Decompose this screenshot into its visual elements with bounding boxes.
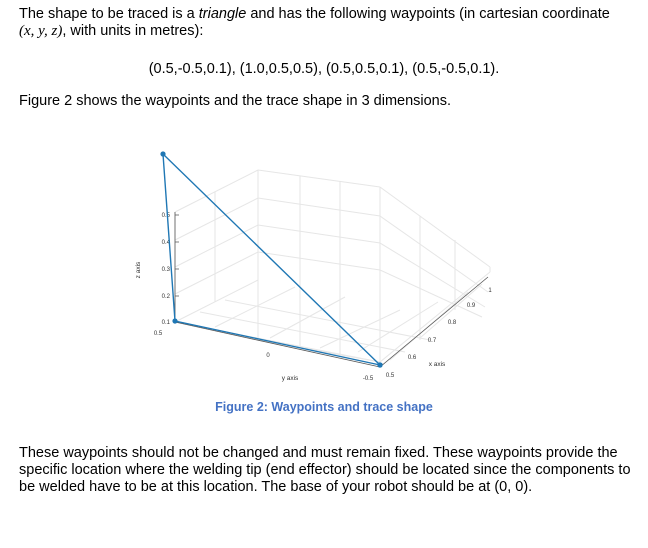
z-axis-label: z axis <box>135 261 142 279</box>
z-tick-label: 0.2 <box>161 294 170 300</box>
closing-paragraph: These waypoints should not be changed and must remain fixed. These waypoints provide the specific location where the welding tip (end effector) should be located since the components to be welded have to be at this location. The base of your robot should be at (0, 0). <box>19 445 631 495</box>
x-tick-label: 0.6 <box>407 355 417 361</box>
intro-text-before: The shape to be traced is a <box>19 6 199 22</box>
x-axis-label: x axis <box>428 361 446 368</box>
figure-caption: Figure 2: Waypoints and trace shape <box>215 400 433 414</box>
z-tick-label: 0.3 <box>161 267 170 273</box>
x-tick-label: 0.8 <box>447 320 457 326</box>
z-axis-ticks <box>175 215 179 322</box>
intro-text-after: and has the following waypoints (in cartesian coordinate <box>246 6 610 22</box>
trace-line <box>163 154 380 365</box>
z-tick-label: 0.1 <box>161 320 170 326</box>
waypoint-marker <box>172 318 177 323</box>
plot-grid <box>175 170 490 362</box>
x-tick-label: 0.5 <box>385 373 395 379</box>
z-tick-label: 0.4 <box>161 240 170 246</box>
x-tick-label: 1 <box>488 288 492 294</box>
y-tick-label: -0.5 <box>362 376 374 382</box>
intro-text-end: , with units in metres): <box>62 23 204 39</box>
figure-3d-plot <box>90 112 530 412</box>
y-axis-label: y axis <box>281 375 299 382</box>
intro-shape: triangle <box>198 6 247 22</box>
y-tick-label: 0.5 <box>153 331 163 337</box>
x-tick-label: 0.7 <box>427 338 437 344</box>
waypoint-marker <box>160 151 165 156</box>
plot-axes <box>175 212 488 367</box>
waypoints-line: (0.5,-0.5,0.1), (1.0,0.5,0.5), (0.5,0.5,0.1), (0.5,-0.5,0.1). <box>148 61 500 77</box>
intro-math: (x, y, z) <box>19 23 63 39</box>
y-tick-label: 0 <box>266 353 270 359</box>
z-tick-labels <box>162 213 171 326</box>
intro-paragraph <box>19 6 629 40</box>
z-tick-label: 0.5 <box>161 213 170 219</box>
plot-svg <box>90 112 530 412</box>
x-tick-label: 0.9 <box>466 303 476 309</box>
waypoint-marker <box>377 362 382 367</box>
figure-reference: Figure 2 shows the waypoints and the trace shape in 3 dimensions. <box>19 93 452 109</box>
